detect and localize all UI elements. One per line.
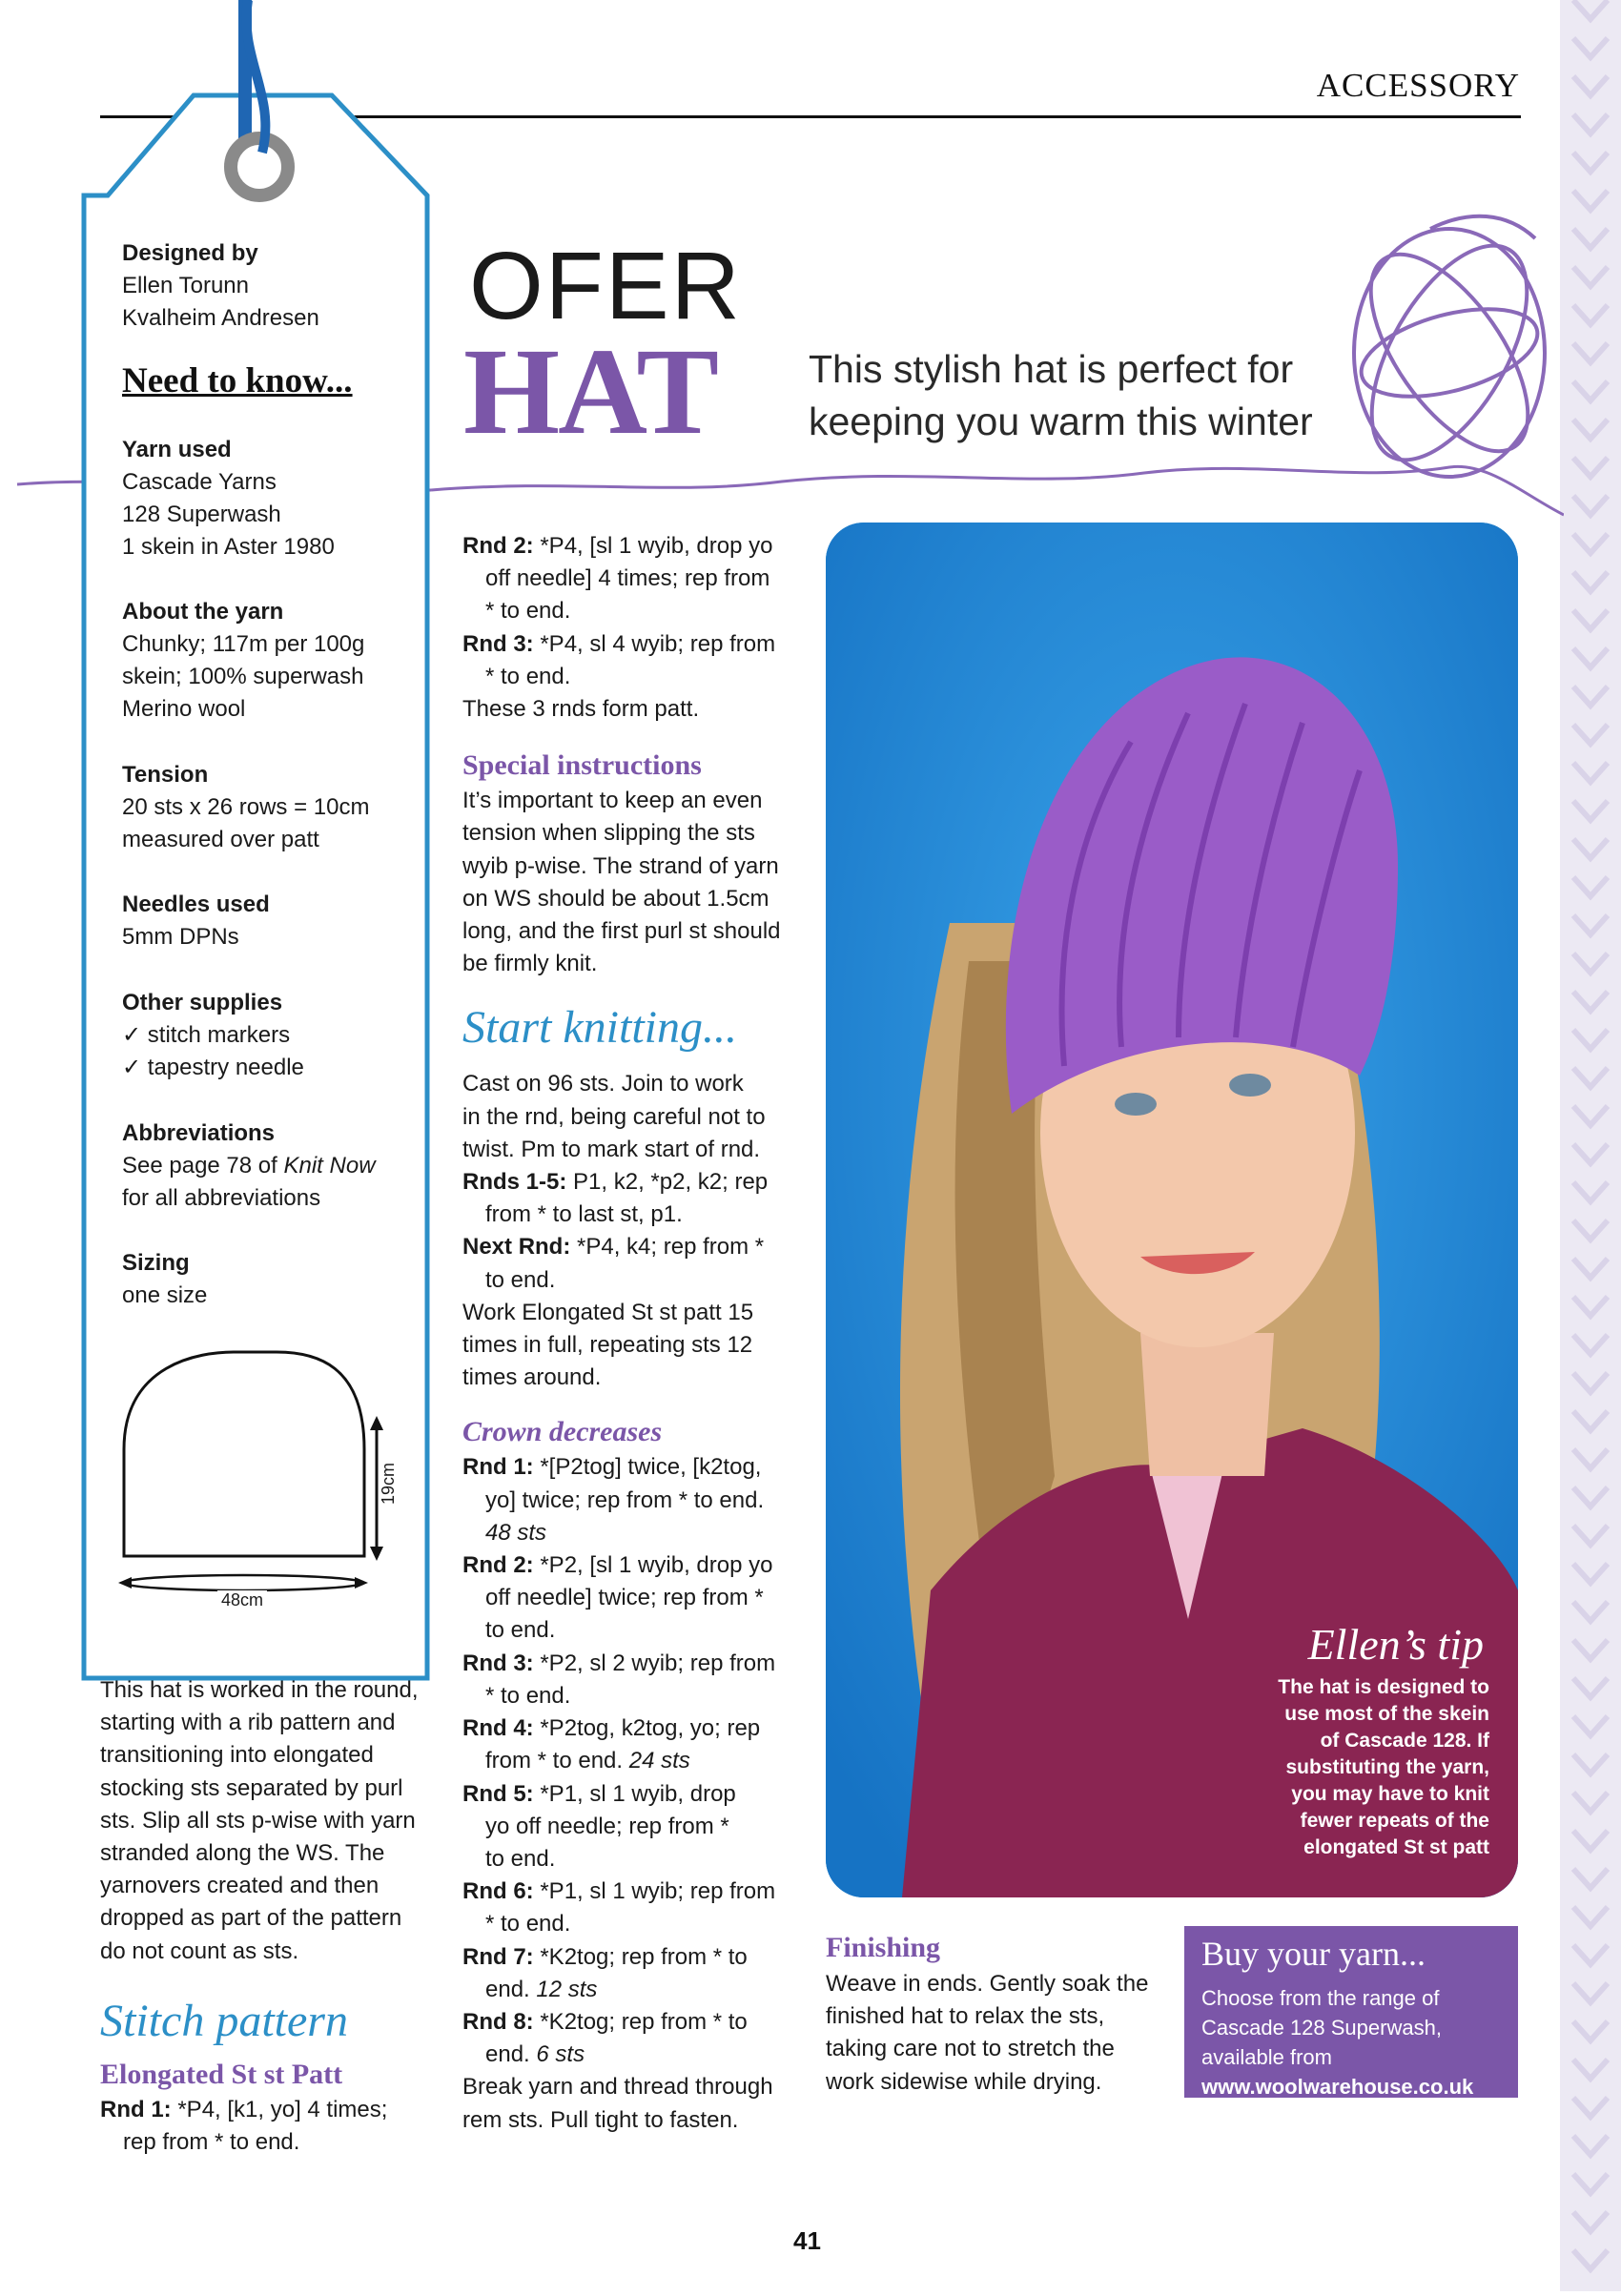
- intro-line: This hat is worked in the round,: [100, 1677, 419, 1703]
- stitch-count: 48 sts: [485, 1519, 547, 1546]
- intro-line: sts. Slip all sts p-wise with yarn: [100, 1807, 416, 1834]
- round-label: Rnds 1-5:: [462, 1169, 567, 1196]
- round-text: off needle] 4 times; rep from: [485, 565, 770, 592]
- tip-line: use most of the skein: [1284, 1703, 1489, 1725]
- intro-line: yarnovers created and then: [100, 1873, 380, 1899]
- round-text: *P4, [k1, yo] 4 times;: [171, 2096, 388, 2122]
- stitch-count: 12 sts: [536, 1976, 598, 2002]
- crown-decreases-heading: Crown decreases: [462, 1416, 663, 1448]
- pattern-title-ofer: OFER: [469, 233, 742, 339]
- intro-line: stocking sts separated by purl: [100, 1774, 403, 1801]
- subtitle-line: This stylish hat is perfect for: [809, 347, 1294, 391]
- finishing-column: [826, 1928, 1169, 2099]
- work-line: times around.: [462, 1364, 602, 1391]
- intro-column: [100, 1674, 434, 2159]
- finishing-line: work sidewise while drying.: [826, 2068, 1102, 2095]
- special-line: wyib p-wise. The strand of yarn: [462, 852, 779, 879]
- designed-by-label: Designed by: [122, 240, 258, 266]
- round-label: Rnd 2:: [462, 1552, 534, 1579]
- tension-line: 20 sts x 26 rows = 10cm: [122, 794, 370, 820]
- round-text: end.: [485, 2041, 537, 2068]
- round-text: * to end.: [485, 598, 571, 625]
- buy-yarn-box: [1184, 1926, 1518, 2098]
- round-text: *P2, [sl 1 wyib, drop yo: [533, 1552, 773, 1579]
- special-line: tension when slipping the sts: [462, 820, 755, 847]
- intro-line: do not count as sts.: [100, 1937, 299, 1964]
- abbreviations-text: for all abbreviations: [122, 1185, 321, 1211]
- cast-on-line: twist. Pm to mark start of rnd.: [462, 1136, 761, 1162]
- round-label: Rnd 3:: [462, 630, 534, 657]
- tension-block: [122, 759, 427, 856]
- special-line: be firmly knit.: [462, 951, 598, 977]
- yarn-used-label: Yarn used: [122, 437, 232, 462]
- about-yarn-label: About the yarn: [122, 599, 284, 625]
- supply-item: ✓ stitch markers: [122, 1022, 291, 1048]
- work-line: times in full, repeating sts 12: [462, 1332, 753, 1359]
- finishing-line: finished hat to relax the sts,: [826, 2003, 1105, 2030]
- round-label: Rnd 1:: [100, 2096, 172, 2122]
- round-text: *P2, sl 2 wyib; rep from: [533, 1650, 776, 1676]
- needles-line: 5mm DPNs: [122, 924, 239, 950]
- needles-block: [122, 889, 427, 953]
- tip-line: The hat is designed to: [1278, 1676, 1489, 1698]
- abbreviations-block: [122, 1117, 427, 1215]
- width-arrow: [124, 1575, 362, 1590]
- designer-name-2: Kvalheim Andresen: [122, 305, 319, 331]
- round-text: to end.: [485, 1266, 556, 1293]
- round-text: *[P2tog] twice, [k2tog,: [533, 1454, 762, 1481]
- work-line: Work Elongated St st patt 15: [462, 1299, 754, 1325]
- sizing-line: one size: [122, 1282, 208, 1308]
- intro-line: stranded along the WS. The: [100, 1840, 385, 1867]
- yarn-ball-icon: [1341, 216, 1559, 485]
- round-label: Rnd 2:: [462, 533, 534, 559]
- about-yarn-line: skein; 100% superwash: [122, 664, 364, 689]
- buy-yarn-link[interactable]: www.woolwarehouse.co.uk: [1201, 2075, 1474, 2099]
- buy-yarn-line: available from: [1201, 2045, 1332, 2069]
- knit-stitch-pattern: [1560, 0, 1621, 2291]
- about-yarn-line: Chunky; 117m per 100g: [122, 631, 365, 657]
- round-label: Rnd 1:: [462, 1454, 534, 1481]
- round-label: Next Rnd:: [462, 1234, 571, 1261]
- instructions-column: [462, 530, 806, 2137]
- round-text: *P4, k4; rep from *: [570, 1234, 765, 1261]
- start-knitting-heading: Start knitting...: [462, 1002, 737, 1054]
- need-to-know-heading: Need to know...: [122, 361, 353, 400]
- elongated-heading: Elongated St st Patt: [100, 2058, 343, 2090]
- round-text: *P1, sl 1 wyib; rep from: [533, 1878, 776, 1905]
- other-supplies-label: Other supplies: [122, 990, 283, 1015]
- diagram-height-label: 19cm: [379, 1462, 398, 1505]
- tip-title: Ellen’s tip: [1307, 1620, 1484, 1669]
- round-text: P1, k2, *p2, k2; rep: [566, 1169, 769, 1196]
- tip-line: of Cascade 128. If: [1320, 1730, 1489, 1752]
- page-number: 41: [793, 2226, 821, 2255]
- about-yarn-block: [122, 596, 427, 726]
- model-photo: [826, 523, 1518, 1897]
- designer-block: [122, 237, 427, 335]
- finishing-heading: Finishing: [826, 1932, 941, 1963]
- intro-line: transitioning into elongated: [100, 1742, 374, 1769]
- yarn-used-line: Cascade Yarns: [122, 469, 277, 495]
- round-text: yo] twice; rep from * to end.: [485, 1486, 765, 1513]
- abbreviations-text: See page 78 of: [122, 1153, 284, 1179]
- round-label: Rnd 6:: [462, 1878, 534, 1905]
- round-text: *K2tog; rep from * to: [533, 1943, 748, 1970]
- round-text: * to end.: [485, 1682, 571, 1709]
- finishing-line: taking care not to stretch the: [826, 2036, 1115, 2062]
- round-label: Rnd 8:: [462, 2008, 534, 2035]
- abbreviations-label: Abbreviations: [122, 1120, 276, 1146]
- pattern-note: These 3 rnds form patt.: [462, 696, 700, 723]
- pattern-title-hat: HAT: [463, 323, 718, 461]
- diagram-width-label: 48cm: [217, 1590, 267, 1610]
- break-line: rem sts. Pull tight to fasten.: [462, 2106, 739, 2133]
- cast-on-line: in the rnd, being careful not to: [462, 1103, 766, 1130]
- sizing-label: Sizing: [122, 1250, 190, 1276]
- buy-yarn-line: Cascade 128 Superwash,: [1201, 2016, 1442, 2040]
- section-label: ACCESSORY: [1316, 67, 1520, 104]
- tension-line: measured over patt: [122, 827, 319, 852]
- round-text: *K2tog; rep from * to: [533, 2008, 748, 2035]
- round-text: from * to last st, p1.: [485, 1201, 683, 1228]
- tip-line: elongated St st patt: [1303, 1836, 1489, 1858]
- subtitle-line: keeping you warm this winter: [809, 400, 1313, 443]
- round-text: rep from * to end.: [123, 2129, 300, 2156]
- buy-yarn-line: Choose from the range of: [1201, 1986, 1440, 2010]
- round-text: *P4, sl 4 wyib; rep from: [533, 630, 776, 657]
- round-label: Rnd 3:: [462, 1650, 534, 1676]
- special-line: on WS should be about 1.5cm: [462, 885, 769, 912]
- finishing-line: Weave in ends. Gently soak the: [826, 1971, 1149, 1997]
- intro-line: starting with a rib pattern and: [100, 1710, 396, 1736]
- buy-yarn-body: [1201, 1983, 1507, 2101]
- stitch-count: 24 sts: [628, 1748, 690, 1774]
- special-line: It’s important to keep an even: [462, 788, 763, 814]
- designer-name-1: Ellen Torunn: [122, 273, 249, 298]
- about-yarn-line: Merino wool: [122, 696, 246, 722]
- tension-label: Tension: [122, 762, 209, 788]
- yarn-used-block: [122, 434, 427, 564]
- magazine-title: Knit Now: [283, 1153, 376, 1179]
- round-text: *P2tog, k2tog, yo; rep: [533, 1715, 761, 1742]
- round-label: Rnd 7:: [462, 1943, 534, 1970]
- stitch-pattern-heading: Stitch pattern: [100, 1995, 348, 2046]
- tip-line: you may have to knit: [1291, 1783, 1489, 1805]
- supply-item: ✓ tapestry needle: [122, 1055, 304, 1080]
- round-text: off needle] twice; rep from *: [485, 1585, 764, 1611]
- round-text: to end.: [485, 1845, 556, 1872]
- tip-body: [1232, 1674, 1489, 1861]
- round-label: Rnd 5:: [462, 1780, 534, 1807]
- round-text: * to end.: [485, 1911, 571, 1937]
- cast-on-line: Cast on 96 sts. Join to work: [462, 1071, 744, 1097]
- round-label: Rnd 4:: [462, 1715, 534, 1742]
- yarn-used-line: 1 skein in Aster 1980: [122, 534, 335, 560]
- round-text: to end.: [485, 1617, 556, 1644]
- sizing-block: [122, 1247, 427, 1312]
- buy-yarn-title: Buy your yarn...: [1201, 1935, 1426, 1973]
- round-text: end.: [485, 1976, 537, 2002]
- pattern-subtitle: [809, 343, 1343, 448]
- needles-label: Needles used: [122, 892, 270, 917]
- other-supplies-block: [122, 987, 427, 1084]
- round-text: *P4, [sl 1 wyib, drop yo: [533, 533, 773, 559]
- round-text: yo off needle; rep from *: [485, 1813, 729, 1839]
- round-text: from * to end.: [485, 1748, 629, 1774]
- round-text: *P1, sl 1 wyib, drop: [533, 1780, 736, 1807]
- hat-size-diagram: [114, 1344, 420, 1621]
- side-knit-strip: [1560, 0, 1621, 2291]
- tip-line: fewer repeats of the: [1300, 1810, 1489, 1832]
- yarn-used-line: 128 Superwash: [122, 502, 281, 527]
- break-line: Break yarn and thread through: [462, 2074, 773, 2101]
- stitch-count: 6 sts: [536, 2041, 585, 2068]
- special-instructions-heading: Special instructions: [462, 749, 702, 782]
- tip-line: substituting the yarn,: [1285, 1756, 1489, 1778]
- round-text: * to end.: [485, 663, 571, 689]
- intro-line: dropped as part of the pattern: [100, 1905, 402, 1932]
- special-line: long, and the first purl st should: [462, 918, 781, 945]
